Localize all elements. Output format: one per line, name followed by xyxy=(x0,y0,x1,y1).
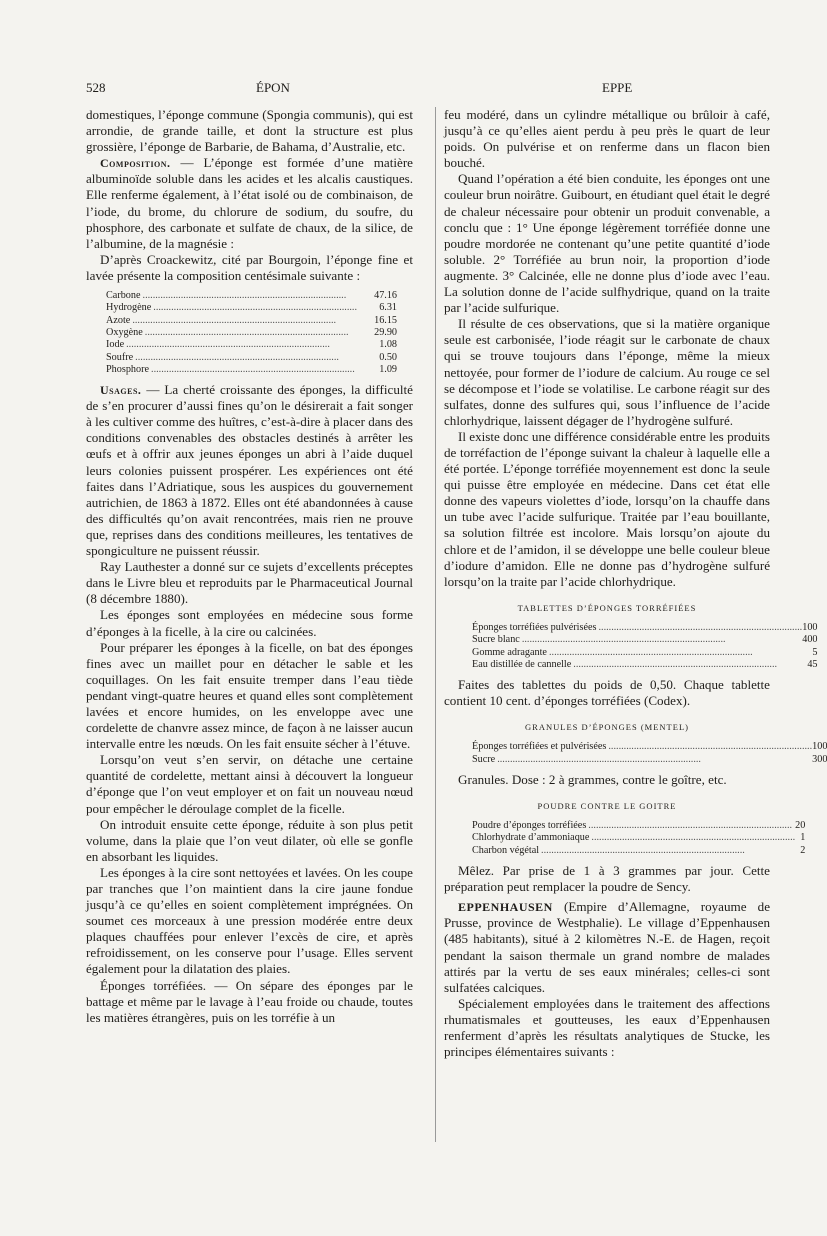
paragraph: Granules. Dose : 2 à grammes, contre le goître, etc. xyxy=(458,771,727,787)
dot-leader: ................................................................................ xyxy=(497,753,701,765)
left-column xyxy=(86,107,413,1026)
item-value: 2 xyxy=(800,844,806,856)
paragraph: Faites des tablettes du poids de 0,50. Chaque tablette contient 10 cent. d’éponges torréfiées (Codex). xyxy=(444,677,770,709)
item-label: Sucre blanc xyxy=(472,634,520,646)
item-name xyxy=(106,364,357,376)
table-row xyxy=(106,339,397,351)
table-row xyxy=(472,622,818,634)
table-row xyxy=(472,845,805,857)
paragraph: Mêlez. Par prise de 1 à 3 grammes par jour. Cette préparation peut remplacer la poudre de Sency. xyxy=(444,863,770,895)
dot-leader: ................................................................................ xyxy=(598,621,803,633)
item-name xyxy=(472,659,802,671)
dot-leader: ................................................................................ xyxy=(151,363,355,375)
column-divider xyxy=(435,107,436,1142)
item-label: Éponges torréfiées et pulvérisées xyxy=(472,741,607,753)
item-value: 16.15 xyxy=(374,314,398,326)
paragraph: Les éponges à la cire sont nettoyées et lavées. On les coupe par tranches que l’on maintient dans la cire jaune fondue jusqu’à ce qu’elles en soient complètement imprégnées. On soumet ces morceaux à une pression modérée entre deux plaques chauffées pour enlever l’excès de cire, et après refroidissement, on les conserve pour l’usage. Elles servent également pour la dilatation des plaies. xyxy=(86,864,413,977)
item-value: 1.08 xyxy=(379,339,398,351)
dot-leader: ................................................................................ xyxy=(521,634,726,646)
paragraph: Lorsqu’on veut s’en servir, on détache une certaine quantité de cordelette, mettant ainsi à découvert la longueur d’éponge que l’on veut employer et on fait un nouveau nœud pour empêcher le déroulage complet de la ficelle. xyxy=(86,752,413,816)
table-row xyxy=(472,820,805,832)
item-name xyxy=(472,647,802,659)
right-column xyxy=(444,107,827,1060)
item-name xyxy=(472,820,795,832)
item-name xyxy=(472,754,812,766)
table-row xyxy=(472,647,818,659)
item-value: 400 xyxy=(802,634,818,646)
recipe-title: POUDRE CONTRE LE GOITRE xyxy=(537,801,677,812)
item-label: Azote xyxy=(106,314,131,326)
item-name xyxy=(106,315,357,327)
paragraph: Pour préparer les éponges à la ficelle, on bat des éponges fines avec un maillet pour en détacher le sable et les coquillages. On les fait ensuite tremper dans l’eau tiède pendant vingt-quatre heures et quand elles sont complètement lavées et encore humides, on les enveloppe avec une cordelette de chanvre assez mince, de façon à ne laisser aucun intervalle entre les nœuds. On les fait ensuite sécher à l’étuve. xyxy=(86,639,413,752)
item-value: 1.09 xyxy=(379,363,398,375)
recipe-table xyxy=(472,741,827,766)
table-row xyxy=(106,327,397,339)
composition-table xyxy=(106,290,397,376)
eppenhausen-paragraph xyxy=(444,899,770,996)
item-value: 29.90 xyxy=(374,326,398,338)
dot-leader: ................................................................................ xyxy=(588,820,793,832)
recipe-title: TABLETTES D’ÉPONGES TORRÉFIÉES xyxy=(517,602,697,613)
dot-leader: ................................................................................ xyxy=(541,844,745,856)
item-name xyxy=(472,622,802,634)
recipe-title: GRANULES D’ÉPONGES (MENTEL) xyxy=(525,722,689,733)
page-number: 528 xyxy=(86,80,106,95)
paragraph: Il résulte de ces observations, que si la matière organique seule est carbonisée, l’iode réagit sur le carbonate de chaux qui se trouve toujours dans l’éponge, même la mieux nettoyée, pour former de l’iodure de calcium. Au rouge ce sel se décompose et l’iode se volatilise. Le carbone réagit sur des sulfates, donne des sulfures qui, sous l’influence de l’acide chlorhydrique, laissent dégager de l’hydrogène sulfuré. xyxy=(444,316,770,428)
item-value: 300 xyxy=(812,753,827,765)
table-row xyxy=(106,315,397,327)
item-name xyxy=(106,290,357,302)
paragraph-text: — La cherté croissante des éponges, la difficulté de s’en procurer d’aussi fines qu’on le désirerait a fait songer à les cultiver comme des huîtres, c’est-à-dire à placer dans des conditions convenables des obstacles destinés à arrêter les œufs et à offrir aux jeunes éponges un abri à l’aide duquel leurs colonies puissent prospérer. Les expériences ont été faites dans l’Adriatique, sous les auspices du gouvernement autrichien, de 1863 à 1872. Elles ont été abandonnées à cause des difficultés qu’on avait rencontrées, mais rien ne prouve que, reprises dans des conditions meilleures, les tentatives de spongiculture ne puissent réussir. xyxy=(86,382,413,559)
recipe-table xyxy=(472,820,805,857)
item-label: Hydrogène xyxy=(106,302,152,314)
paragraph: Éponges torréfiées. — On sépare des éponges par le battage et même par le lavage à l’eau froide ou chaude, toutes les matières étrangères, puis on les torréfie à un xyxy=(86,977,413,1025)
dot-leader: ................................................................................ xyxy=(548,646,753,658)
composition-paragraph xyxy=(86,155,413,252)
item-value: 0.50 xyxy=(379,351,398,363)
item-label: Chlorhydrate d’ammoniaque xyxy=(472,832,590,844)
usages-paragraph xyxy=(86,382,413,559)
left-running-title: ÉPON xyxy=(256,80,290,95)
dot-leader: ................................................................................ xyxy=(608,741,813,753)
table-row xyxy=(106,364,397,376)
item-value: 100 xyxy=(812,741,827,753)
paragraph: Les éponges sont employées en médecine sous forme d’éponges à la ficelle, à la cire ou calcinées. xyxy=(86,607,413,639)
paragraph: Quand l’opération a été bien conduite, les éponges ont une couleur brun noirâtre. Guibourt, en étudiant quel était le degré de chaleur nécessaire pour obtenir un produit convenable, a conclu que : 1° Une éponge légèrement torréfiée donne une poudre mordorée ne contenant qu’une petite quantité d’iode soluble. 2° Torréfiée au brun noir, la proportion d’iode augmente. 3° Calcinée, elle ne donne plus d’iode avec l’eau. La solution donne de l’acide sulfhydrique, quand on la traite par l’acide sulfurique. xyxy=(444,171,770,316)
item-label: Éponges torréfiées pulvérisées xyxy=(472,621,597,633)
paragraph: D’après Croackewitz, cité par Bourgoin, l’éponge fine et lavée présente la composition centésimale suivante : xyxy=(86,251,413,283)
item-value: 6.31 xyxy=(379,302,398,314)
item-label: Eau distillée de cannelle xyxy=(472,658,572,670)
item-name xyxy=(106,339,357,351)
item-label: Charbon végétal xyxy=(472,844,540,856)
recipe-table xyxy=(472,622,818,671)
section-heading: Usages. xyxy=(100,383,142,398)
item-label: Poudre d’éponges torréfiées xyxy=(472,820,587,832)
item-name xyxy=(472,845,795,857)
item-name xyxy=(106,352,357,364)
table-row xyxy=(472,754,827,766)
table-row xyxy=(106,290,397,302)
dot-leader: ................................................................................ xyxy=(153,302,358,314)
item-value: 5 xyxy=(812,646,818,658)
running-header xyxy=(86,80,714,102)
dot-leader: ................................................................................ xyxy=(135,351,339,363)
item-value: 45 xyxy=(807,658,818,670)
table-row xyxy=(472,741,827,753)
paragraph: Spécialement employées dans le traitement des affections rhumatismales et goutteuses, les eaux d’Eppenhausen renferment d’après les résultats analytiques de Stucke, les principes élémentaires suivants : xyxy=(444,995,770,1060)
dot-leader: ................................................................................ xyxy=(132,314,337,326)
item-label: Phosphore xyxy=(106,363,150,375)
paragraph: domestiques, l’éponge commune (Spongia communis), qui est arrondie, de grande taille, et dont la structure est plus grossière, l’éponge de Barbarie, de Bahama, d’Australie, etc. xyxy=(86,107,413,155)
item-value: 1 xyxy=(800,832,806,844)
dot-leader: ................................................................................ xyxy=(573,658,778,670)
dot-leader: ................................................................................ xyxy=(144,326,349,338)
item-name xyxy=(472,741,812,753)
item-label: Gomme adragante xyxy=(472,646,547,658)
paragraph: Il existe donc une différence considérable entre les produits de torréfaction de l’éponge suivant la chaleur à laquelle elle a été portée. L’éponge torréfiée moyennement est donc la seule qui puisse être employée en médecine. Dans cet état elle donne des vapeurs violettes d’iode, lorsqu’on la chauffe dans un tube avec l’acide sulfurique. Traitée par l’eau bouillante, sa solution filtrée est incolore. Mais lorsqu’on ajoute du chlore et de l’amidon, il se développe une belle couleur bleue d’iodure d’amidon. Elle ne donne pas d’hydrogène sulfuré lorsqu’on la traite par l’acide chlorhydrique. xyxy=(444,428,770,589)
paragraph: feu modéré, dans un cylindre métallique ou brûloir à café, jusqu’à ce qu’elles aient perdu à peu près le quart de leur poids. On pulvérise et on renferme dans un flacon bien bouché. xyxy=(444,107,770,171)
table-row xyxy=(472,634,818,646)
item-label: Soufre xyxy=(106,351,134,363)
paragraph: Ray Lauthester a donné sur ce sujets d’excellents préceptes dans le Livre bleu et reproduits par le Pharmaceutical Journal (8 décembre 1880). xyxy=(86,559,413,607)
item-label: Iode xyxy=(106,339,125,351)
item-name xyxy=(472,634,802,646)
table-row xyxy=(106,352,397,364)
section-heading: Composition. xyxy=(100,156,171,171)
dot-leader: ................................................................................ xyxy=(142,290,347,302)
paragraph-text: — L’éponge est formée d’une matière albuminoïde soluble dans les acides et les alcalis caustiques. Elle renferme également, à l’état isolé ou de combinaison, de l’iode, du brome, du chlorure de sodium, du soufre, du phosphore, des carbonate et sulfate de chaux, de la silice, de l’albumine, de la magnésie : xyxy=(86,155,413,251)
item-label: Oxygène xyxy=(106,326,143,338)
item-value: 47.16 xyxy=(374,290,398,302)
item-value: 20 xyxy=(795,820,806,832)
item-label: Sucre xyxy=(472,753,496,765)
table-row xyxy=(106,302,397,314)
table-row xyxy=(472,832,805,844)
item-label: Carbone xyxy=(106,290,141,302)
item-name xyxy=(472,832,795,844)
right-running-title: EPPE xyxy=(602,80,633,95)
item-name xyxy=(106,327,357,339)
item-value: 100 xyxy=(802,621,818,633)
dot-leader: ................................................................................ xyxy=(126,339,330,351)
paragraph-text: (Empire d’Allemagne, royaume de Prusse, province de Westphalie). Le village d’Eppenhausen (485 habitants), situé à 2 kilomètres N.-E. de Hagen, reçoit pendant la saison thermale un grand nombre de malades attirés par la vertu de ses eaux minérales; celles-ci sont sulfatées calciques. xyxy=(444,899,771,995)
paragraph: On introduit ensuite cette éponge, réduite à son plus petit volume, dans la plaie que l’on veut dilater, où elle se gonfle en absorbant les liquides. xyxy=(86,816,413,864)
item-name xyxy=(106,302,357,314)
dot-leader: ................................................................................ xyxy=(591,832,796,844)
table-row xyxy=(472,659,818,671)
entry-heading: EPPENHAUSEN xyxy=(458,900,553,915)
